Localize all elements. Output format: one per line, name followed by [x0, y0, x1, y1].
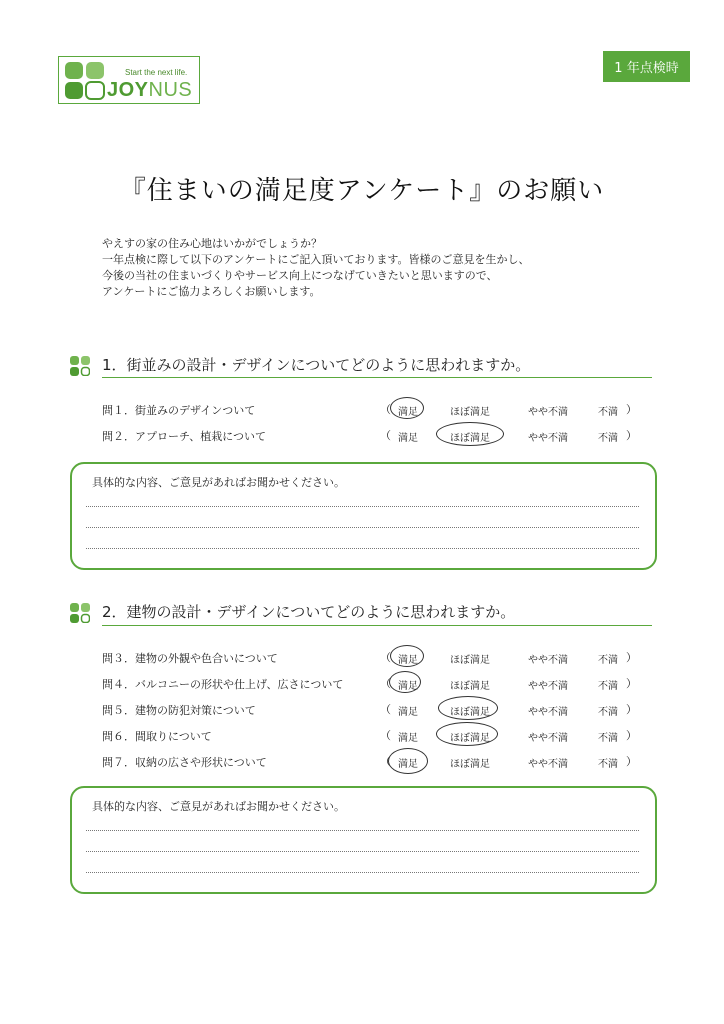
q4-option-satisfied[interactable]: 満足 [398, 681, 418, 692]
q7-option-satisfied[interactable]: 満足 [398, 759, 418, 770]
company-logo [58, 56, 200, 104]
comment-line [86, 851, 639, 852]
logo-wordmark [107, 79, 192, 102]
q6-option-somewhat-dissatisfied[interactable]: やや不満 [528, 733, 568, 744]
section1-clover-icon [70, 356, 90, 376]
q1-option-mostly-satisfied[interactable]: ほぼ満足 [450, 407, 490, 418]
question-3-label: 問３．建物の外観や色合いについて [102, 652, 278, 665]
paren-close: ） [626, 403, 637, 416]
comment-line [86, 830, 639, 831]
paren-close: ） [626, 677, 637, 690]
q5-selected-circle [438, 696, 498, 720]
paren-open: （ [380, 755, 391, 768]
question-7-label: 問７．収納の広さや形状について [102, 756, 267, 769]
comment-box-1-label: 具体的な内容、ご意見があればお聞かせください。 [92, 476, 345, 489]
q2-option-satisfied[interactable]: 満足 [398, 433, 418, 444]
paren-close: ） [626, 703, 637, 716]
q6-option-mostly-satisfied[interactable]: ほぼ満足 [450, 733, 490, 744]
paren-open: （ [380, 651, 391, 664]
q3-option-mostly-satisfied[interactable]: ほぼ満足 [450, 655, 490, 666]
comment-box-2[interactable] [70, 786, 657, 894]
comment-box-2-label: 具体的な内容、ご意見があればお聞かせください。 [92, 800, 345, 813]
intro-line: 今後の当社の住まいづくりやサービス向上につなげていきたいと思いますので、 [102, 269, 498, 282]
question-2-label: 問２．アプローチ、植栽について [102, 430, 267, 443]
paren-close: ） [626, 651, 637, 664]
paren-close: ） [626, 755, 637, 768]
q7-option-mostly-satisfied[interactable]: ほぼ満足 [450, 759, 490, 770]
q2-selected-circle [436, 422, 504, 446]
q4-option-dissatisfied[interactable]: 不満 [598, 681, 618, 692]
q1-option-somewhat-dissatisfied[interactable]: やや不満 [528, 407, 568, 418]
q3-selected-circle [390, 645, 424, 667]
section2-rule [102, 625, 652, 626]
comment-line [86, 506, 639, 507]
q7-option-dissatisfied[interactable]: 不満 [598, 759, 618, 770]
q3-option-satisfied[interactable]: 満足 [398, 655, 418, 666]
paren-open: （ [380, 677, 391, 690]
q5-option-somewhat-dissatisfied[interactable]: やや不満 [528, 707, 568, 718]
logo-tagline: Start the next life. [125, 68, 188, 77]
q3-option-somewhat-dissatisfied[interactable]: やや不満 [528, 655, 568, 666]
logo-word-light: NUS [148, 79, 193, 101]
q5-option-mostly-satisfied[interactable]: ほぼ満足 [450, 707, 490, 718]
clover-logo-icon [65, 62, 105, 100]
paren-close: ） [626, 729, 637, 742]
section1-title: 1．街並みの設計・デザインについてどのように思われますか。 [102, 356, 531, 374]
q7-option-somewhat-dissatisfied[interactable]: やや不満 [528, 759, 568, 770]
question-4-label: 問４．バルコニーの形状や仕上げ、広さについて [102, 678, 344, 691]
q6-option-satisfied[interactable]: 満足 [398, 733, 418, 744]
q5-option-dissatisfied[interactable]: 不満 [598, 707, 618, 718]
section2-clover-icon [70, 603, 90, 623]
q1-option-dissatisfied[interactable]: 不満 [598, 407, 618, 418]
inspection-badge: 1 年点検時 [603, 51, 690, 82]
intro-line: 一年点検に際して以下のアンケートにご記入頂いております。皆様のご意見を生かし、 [102, 253, 530, 266]
paren-open: （ [380, 729, 391, 742]
section1-rule [102, 377, 652, 378]
q5-option-satisfied[interactable]: 満足 [398, 707, 418, 718]
q1-option-satisfied[interactable]: 満足 [398, 407, 418, 418]
page-title: 『住まいの満足度アンケート』のお願い [119, 176, 605, 206]
q1-selected-circle [390, 397, 424, 419]
q6-selected-circle [436, 722, 498, 746]
paren-open: （ [380, 403, 391, 416]
q4-option-mostly-satisfied[interactable]: ほぼ満足 [450, 681, 490, 692]
paren-open: （ [380, 429, 391, 442]
question-1-label: 問１．街並みのデザインついて [102, 404, 256, 417]
q2-option-dissatisfied[interactable]: 不満 [598, 433, 618, 444]
comment-line [86, 527, 639, 528]
q4-option-somewhat-dissatisfied[interactable]: やや不満 [528, 681, 568, 692]
logo-word-bold: JOY [107, 79, 149, 101]
paren-open: （ [380, 703, 391, 716]
intro-line: アンケートにご協力よろしくお願いします。 [102, 285, 321, 298]
comment-line [86, 548, 639, 549]
q6-option-dissatisfied[interactable]: 不満 [598, 733, 618, 744]
question-6-label: 問６．間取りについて [102, 730, 212, 743]
section2-title: 2．建物の設計・デザインについてどのように思われますか。 [102, 603, 516, 621]
comment-line [86, 872, 639, 873]
intro-line: やえすの家の住み心地はいかがでしょうか？ [102, 237, 322, 250]
question-5-label: 問５．建物の防犯対策について [102, 704, 256, 717]
comment-box-1[interactable] [70, 462, 657, 570]
intro-text [102, 236, 529, 300]
q2-option-mostly-satisfied[interactable]: ほぼ満足 [450, 433, 490, 444]
q3-option-dissatisfied[interactable]: 不満 [598, 655, 618, 666]
q2-option-somewhat-dissatisfied[interactable]: やや不満 [528, 433, 568, 444]
q7-selected-circle [388, 748, 428, 774]
paren-close: ） [626, 429, 637, 442]
q4-selected-circle [389, 671, 421, 693]
